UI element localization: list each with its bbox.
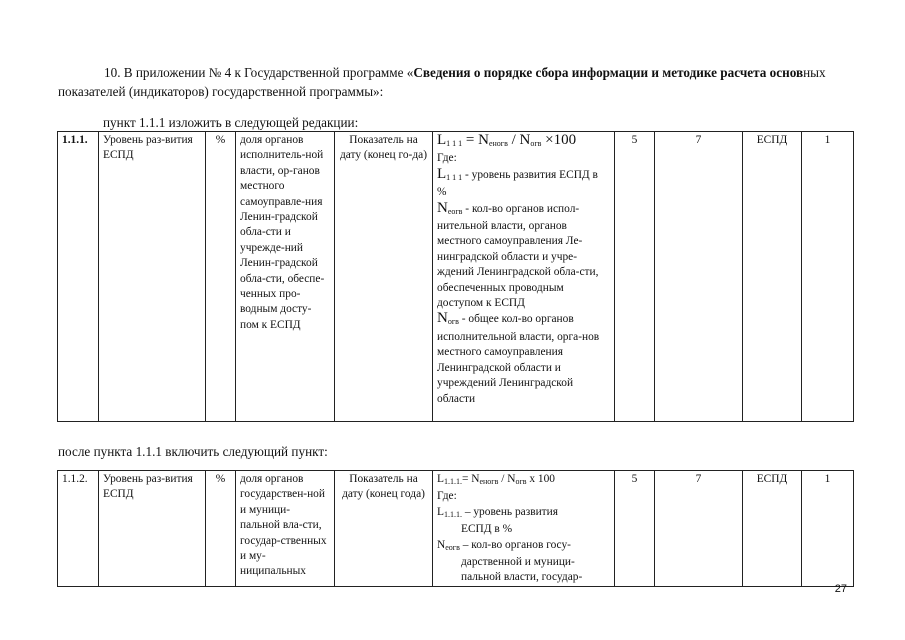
formula-definition-n1 [437,538,610,555]
paragraph-10-text-end: ных показателей (индикаторов) государственной программы»: [58,65,826,99]
item-number: 1.1.2. [58,471,99,587]
formula-subscript: огв [530,139,542,148]
formula-subscript: огв [515,477,527,486]
formula-definition-n2 [437,311,610,406]
formula-symbol: L [437,165,447,182]
formula-part: / N [498,473,516,485]
item-number: 1.1.1. [58,132,99,422]
formula-definition-text: – кол-во органов госу- [459,538,571,551]
formula-definition-n1-cont: дарственной и муници-пальной власти, государ- [461,556,583,584]
column-7-value: 5 [615,471,655,587]
table-row [58,471,854,587]
formula-definition-text: - кол-во органов испол-нительной власти, органов местного самоуправления Ле-нинградской области и учре-ждений Ленинградской обла-сти, обеспеченных проводным доступом к ЕСПД [437,202,599,310]
formula-symbol: N [437,199,448,216]
formula-symbol: L [437,505,444,518]
formula-part: = N [461,473,480,485]
formula-subscript: 1.1.1. [443,477,462,486]
column-8-value: 7 [655,132,743,422]
indicator-type: Показатель на дату (конец го-да) [335,132,433,422]
indicator-name: Уровень раз-вития ЕСПД [99,471,206,587]
lead-text-item-1-1-1: пункт 1.1.1 изложить в следующей редакции: [103,115,359,130]
calculation-method [433,132,615,422]
unit: % [206,132,236,422]
formula [437,472,610,489]
indicator-table-1-1-1 [57,131,854,422]
lead-text-after-item-1-1-1: после пункта 1.1.1 включить следующий пункт: [58,444,328,459]
formula-subscript: еногв [488,139,508,148]
formula-where: Где: [437,152,457,165]
data-source: ЕСПД [743,132,802,422]
paragraph-10-bold-text: Сведения о порядке сбора информации и методике расчета основ [413,65,804,80]
indicator-type: Показатель на дату (конец года) [335,471,433,587]
formula-subscript: еогв [447,206,463,216]
formula-subscript: 1 1 1 [446,172,463,182]
formula-definition-text: - общее кол-во органов исполнительной власти, орга-нов местного самоуправления Ленинградской области и учреждений Ленинградской области [437,313,600,405]
formula-definition-n1 [437,201,610,312]
formula-symbol: L [437,132,447,148]
table-row [58,132,854,422]
column-10-value: 1 [802,132,854,422]
column-7-value: 5 [615,132,655,422]
formula-where: Где: [437,490,457,503]
formula-definition-text: – уровень развития [461,505,558,518]
formula-symbol: L [437,473,444,485]
indicator-name: Уровень раз-вития ЕСПД [99,132,206,422]
calculation-method [433,471,615,587]
formula-symbol: N [437,310,448,327]
formula [437,133,610,151]
formula-definition-l [437,505,610,522]
page-number: 27 [834,583,847,595]
formula-part: = N [462,132,489,148]
paragraph-10 [58,63,848,101]
paragraph-10-text-start: 10. В приложении № 4 к Государственной программе « [104,65,414,80]
formula-subscript: 1.1.1. [443,509,462,519]
formula-subscript: еогв [445,542,460,552]
data-source: ЕСПД [743,471,802,587]
column-8-value: 7 [655,471,743,587]
formula-part: x 100 [526,473,555,485]
formula-subscript: 1 1 1 [446,139,463,148]
indicator-definition: доля органов исполнитель-ной власти, ор-ганов местного самоуправле-ния Ленин-градской обла-сти и учрежде-ний Ленин-градской обла-сти, обеспе-ченных про-водным досту-пом к ЕСПД [236,132,335,422]
formula-definition-l [437,167,610,201]
formula-subscript: огв [447,317,459,327]
column-10-value: 1 [802,471,854,587]
formula-subscript: еногв [479,477,499,486]
formula-part: ×100 [541,132,577,148]
formula-part: / N [507,132,531,148]
indicator-table-1-1-2 [57,470,854,587]
unit: % [206,471,236,587]
formula-definition-text: - уровень развития ЕСПД в % [437,168,598,199]
indicator-definition: доля органов государствен-ной и муници-пальной вла-сти, государ-ственных и му-ниципальных [236,471,335,587]
formula-definition-l-cont: ЕСПД в % [461,523,513,536]
formula-symbol: N [437,538,446,551]
